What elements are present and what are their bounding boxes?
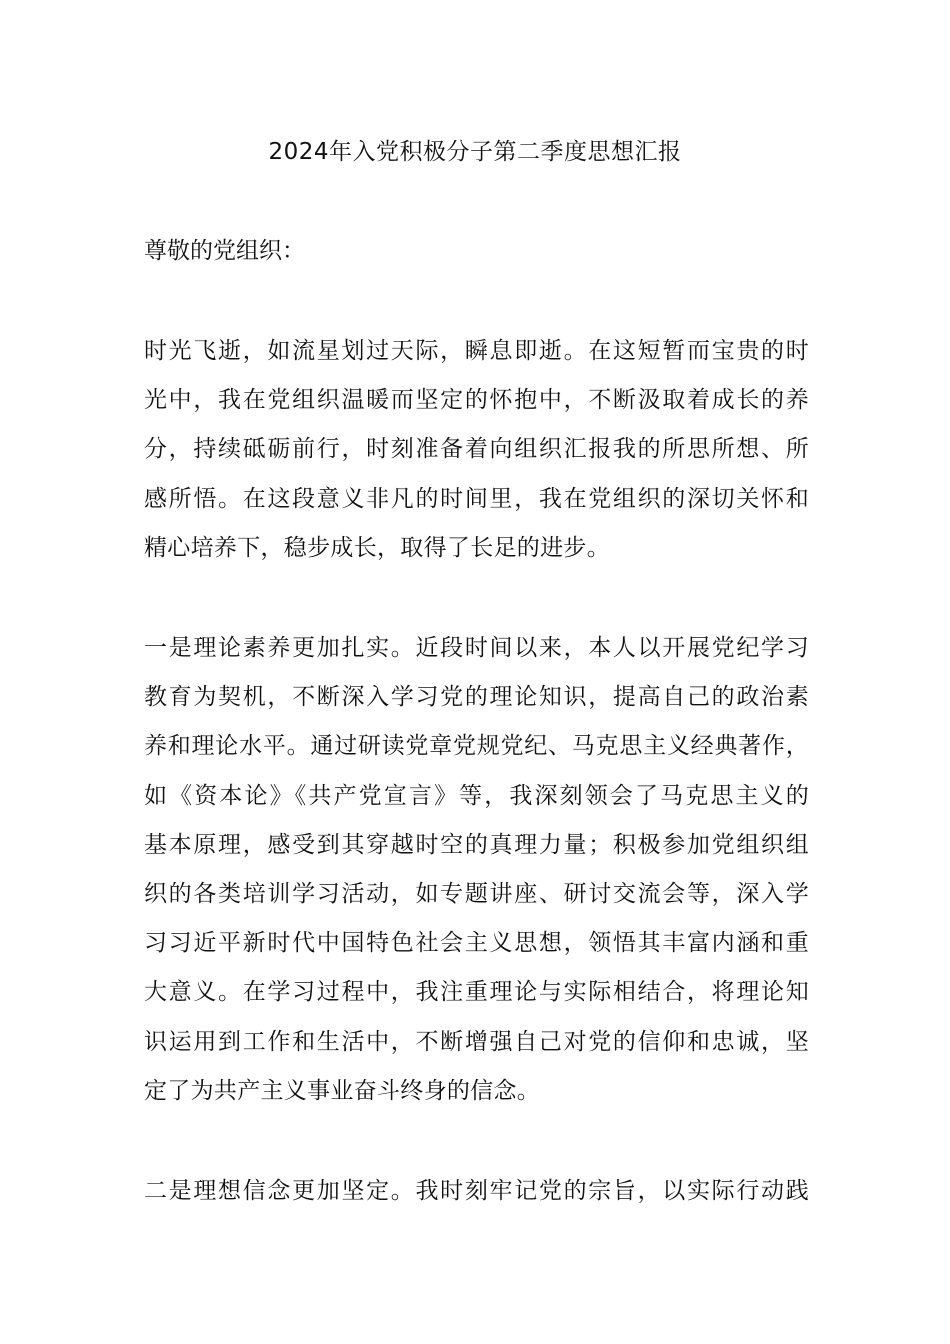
salutation: 尊敬的党组织： [144, 238, 305, 264]
paragraph-intro [144, 327, 809, 573]
text-line: 大意义。在学习过程中，我注重理论与实际相结合，将理论知 [144, 979, 809, 1006]
text-line: 分，持续砥砺前行，时刻准备着向组织汇报我的所思所想、所 [144, 436, 809, 463]
paragraph-theory [144, 624, 809, 1116]
text-line: 基本原理，感受到其穿越时空的真理力量；积极参加党组织组 [144, 831, 809, 858]
paragraph-ideals [144, 1167, 809, 1216]
text-line: 二是理想信念更加坚定。我时刻牢记党的宗旨，以实际行动践 [144, 1178, 809, 1204]
document-title: 2024年入党积极分子第二季度思想汇报 [268, 139, 682, 165]
text-line: 如《资本论》《共产党宣言》等，我深刻领会了马克思主义的 [144, 782, 809, 809]
text-line: 识运用到工作和生活中，不断增强自己对党的信仰和忠诚，坚 [144, 1028, 809, 1055]
text-line: 时光飞逝，如流星划过天际，瞬息即逝。在这短暂而宝贵的时 [144, 338, 809, 364]
text-line: 教育为契机，不断深入学习党的理论知识，提高自己的政治素 [144, 684, 809, 711]
text-line: 感所悟。在这段意义非凡的时间里，我在党组织的深切关怀和 [144, 485, 809, 512]
text-line: 一是理论素养更加扎实。近段时间以来，本人以开展党纪学习 [144, 635, 809, 661]
text-line: 习习近平新时代中国特色社会主义思想，领悟其丰富内涵和重 [144, 930, 809, 957]
text-line: 定了为共产主义事业奋斗终身的信念。 [144, 1077, 541, 1104]
text-line: 精心培养下，稳步成长，取得了长足的进步。 [144, 534, 610, 561]
text-line: 光中，我在党组织温暖而坚定的怀抱中，不断汲取着成长的养 [144, 387, 809, 414]
text-line: 织的各类培训学习活动，如专题讲座、研讨交流会等，深入学 [144, 880, 809, 907]
text-line: 养和理论水平。通过研读党章党规党纪、马克思主义经典著作， [144, 733, 809, 760]
